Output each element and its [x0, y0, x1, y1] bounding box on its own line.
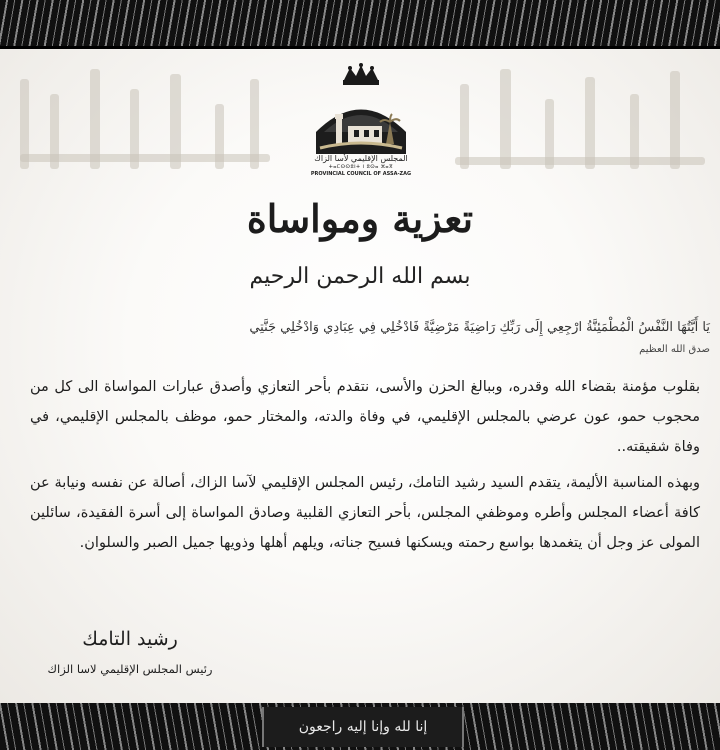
signatory-name: رشيد التامك: [82, 628, 178, 650]
body-paragraph-1: بقلوب مؤمنة بقضاء الله وقدره، وببالغ الحزن والأسى، نتقدم بأحر التعازي وأصدق عبارات المواساة الى كل من محجوب حمو، عون عرضي بالمجلس الإقليمي، في وفاة والدته، والمختار حمو، موظف بالمجلس الإقليمي، في وفاة شقيقته..: [30, 379, 700, 455]
top-calligraphy-band: [0, 0, 720, 46]
footer-verse: إنا لله وإنا إليه راجعون: [298, 719, 428, 735]
basmala: بسم الله الرحمن الرحيم: [249, 264, 471, 289]
bottom-calligraphy-band: [0, 703, 720, 750]
condolence-body: [30, 372, 700, 558]
logo-name-arabic: المجلس الإقليمي لأسا الزاك: [314, 154, 408, 163]
council-logo-text: [296, 154, 426, 178]
calligraphy-pattern: [0, 0, 720, 46]
body-paragraph-2: وبهذه المناسبة الأليمة، يتقدم السيد رشيد التامك، رئيس المجلس الإقليمي لآسا الزاك، أصالة عن نفسه ونيابة عن كافة أعضاء المجلس وأطره وموظفي المجلس، بأحر التعازي القلبية وصادق المواساة إلى أسرة الفقيدة، سائلين المولى عز وجل أن يتغمدها بواسع رحمته ويسكنها فسيح جناته، ويلهم أهلها وذويها جميل الصبر والسلوان.: [30, 475, 700, 551]
logo-name-tifinagh: ⵜⴰⵎⵙⵙⵓⵏⵜ ⵏ ⵓⵙⴰ ⵣⴰⴳ: [328, 164, 394, 170]
verse-source: صدق الله العظيم: [639, 344, 710, 355]
logo-name-english: PROVINCIAL COUNCIL OF ASSA-ZAG: [310, 171, 412, 177]
page-title: تعزية ومواساة: [246, 196, 474, 241]
quran-verse: يَا أَيَّتُهَا النَّفْسُ الْمُطْمَئِنَّةُ ارْجِعِي إِلَى رَبِّكِ رَاضِيَةً مَرْضِيَّةً فَادْخُلِي فِي عِبَادِي وَادْخُلِي جَنَّتِي: [249, 320, 710, 335]
crown-icon: [343, 63, 379, 85]
footer-verse-plate: [262, 707, 464, 747]
signatory-title: رئيس المجلس الإقليمي لاسا الزاك: [47, 662, 213, 676]
